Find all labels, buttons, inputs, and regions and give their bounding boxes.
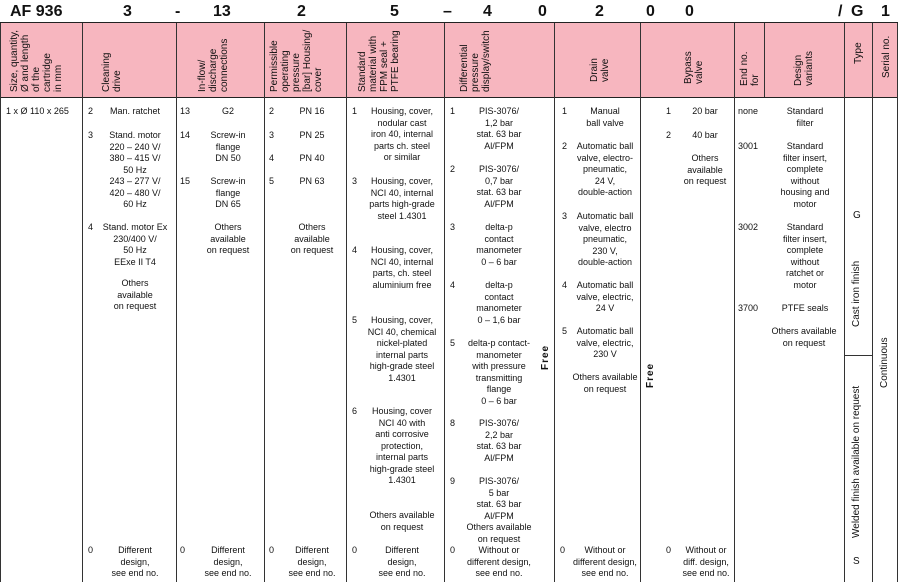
- header-type: Type: [844, 22, 872, 97]
- column-divider: [444, 97, 445, 582]
- code: 9: [450, 476, 456, 486]
- variant-other: Others available on request: [771, 326, 837, 348]
- header-inflow: In-flow/ discharge connections: [176, 22, 264, 97]
- drain-option: Without or different design, see end no.: [573, 545, 637, 578]
- material-option: Housing, cover NCI 40 with anti corrosive protection, internal parts high-grade steel 1.4301: [369, 406, 435, 485]
- code-digit: 0: [685, 3, 694, 20]
- code: 1: [562, 106, 568, 116]
- variant-option: Standard filter insert, complete without ratchet or motor: [782, 222, 827, 290]
- column-divider: [872, 97, 873, 582]
- header-cleaning: Cleaning drive: [82, 22, 176, 97]
- code-slash: /: [838, 3, 843, 20]
- code: 5: [352, 315, 358, 325]
- material-option: Housing, cover, NCI 40, chemical nickel-plated internal parts high-grade steel 1.4301: [367, 315, 437, 383]
- code: 15: [180, 176, 191, 186]
- inflow-option: Screw-in flange DN 65: [210, 176, 246, 209]
- code: 0: [180, 545, 186, 555]
- code-digit: 2: [595, 3, 604, 20]
- size-value: 1 x Ø 110 x 265: [6, 106, 69, 116]
- drain-option: Manual ball valve: [586, 106, 624, 128]
- column-divider: [264, 97, 265, 582]
- pressure-option: Different design, see end no.: [288, 545, 336, 578]
- code-digit: G: [851, 3, 864, 20]
- material-option: Housing, cover, nodular cast iron 40, internal parts ch. steel or similar: [370, 106, 434, 162]
- code: 8: [450, 418, 456, 428]
- pressure-other: Others available on request: [290, 222, 334, 255]
- diff-option: PIS-3076/ 0,7 bar stat. 63 bar Al/FPM: [476, 164, 522, 209]
- cleaning-option: Stand. motor Ex 230/400 V/ 50 Hz EExe II T4: [102, 222, 168, 267]
- code: 5: [450, 338, 456, 348]
- column-divider: [844, 97, 845, 582]
- code: 5: [562, 326, 568, 336]
- code: 1: [666, 106, 672, 116]
- cleaning-other: Others available on request: [113, 278, 157, 311]
- code-digit: 3: [123, 3, 132, 20]
- code: 4: [269, 153, 275, 163]
- inflow-option: G2: [221, 106, 234, 116]
- material-other: Others available on request: [369, 510, 435, 532]
- code-digit: 1: [881, 3, 890, 20]
- variant-option: Standard filter insert, complete without housing and motor: [780, 141, 830, 209]
- code-digit: 0: [646, 3, 655, 20]
- diff-option: delta-p contact manometer 0 – 1,6 bar: [476, 280, 522, 325]
- code: 0: [450, 545, 456, 555]
- material-option: Housing, cover, NCI 40, internal parts high-grade steel 1.4301: [369, 176, 435, 221]
- variant-option: Standard filter: [786, 106, 824, 128]
- code: 2: [88, 106, 94, 116]
- code: 3: [352, 176, 358, 186]
- code-digit: 2: [297, 3, 306, 20]
- column-divider: [640, 97, 641, 582]
- diff-option: PIS-3076/ 1,2 bar stat. 63 bar Al/FPM: [476, 106, 522, 151]
- free-label: Free: [645, 362, 656, 388]
- code: 14: [180, 130, 191, 140]
- pressure-option: PN 25: [299, 130, 325, 140]
- cleaning-option: Different design, see end no.: [111, 545, 159, 578]
- type-divider: [844, 355, 872, 356]
- free-label: Free: [540, 344, 551, 370]
- inflow-other: Others available on request: [206, 222, 250, 255]
- drain-option: Automatic ball valve, electro- pneumatic, 24 V, double-action: [576, 141, 634, 197]
- diff-option: Without or different design, see end no.: [467, 545, 531, 578]
- diff-option: PIS-3076/ 2,2 bar stat. 63 bar Al/FPM: [476, 418, 522, 463]
- bypass-option: 20 bar: [692, 106, 718, 116]
- column-divider: [897, 97, 898, 582]
- code: 3: [562, 211, 568, 221]
- header-diff-pressure: Differential pressure display/switch: [444, 22, 554, 97]
- header-material: Standard material with FPM seal + PTFE bearing: [346, 22, 444, 97]
- diff-option: PIS-3076/ 5 bar stat. 63 bar Al/FPM: [476, 476, 522, 521]
- column-divider: [0, 97, 1, 582]
- type-label-welded: Welded finish available on request: [851, 385, 862, 538]
- code-digit: 4: [483, 3, 492, 20]
- header-bypass: Bypass valve: [640, 22, 734, 97]
- code: 0: [88, 545, 94, 555]
- code: 3: [88, 130, 94, 140]
- order-code-row: [0, 0, 900, 22]
- pressure-option: PN 16: [299, 106, 325, 116]
- code: 0: [666, 545, 672, 555]
- code: 6: [352, 406, 358, 416]
- serial-label: Continuous: [879, 337, 890, 388]
- cleaning-option: Man. ratchet: [109, 106, 161, 116]
- code: 13: [180, 106, 191, 116]
- code: 4: [88, 222, 94, 232]
- code: 0: [560, 545, 566, 555]
- code-separator: -: [175, 3, 181, 20]
- code: 1: [352, 106, 358, 116]
- header-pressure: Permissible operating pressure [bar] Housing/ cover: [264, 22, 346, 97]
- pressure-option: PN 40: [299, 153, 325, 163]
- table-top-rule: [0, 22, 898, 23]
- code: 0: [269, 545, 275, 555]
- header-end-no: End no. for: [734, 22, 764, 97]
- code: 4: [450, 280, 456, 290]
- code: 0: [352, 545, 358, 555]
- column-divider: [346, 97, 347, 582]
- inflow-option: Screw-in flange DN 50: [210, 130, 246, 163]
- column-divider: [554, 97, 555, 582]
- header-size: Size, quantity, Ø and length of the cartridge in mm: [0, 22, 82, 97]
- code: 2: [562, 141, 568, 151]
- code-digit: 13: [213, 3, 231, 20]
- code-separator: –: [443, 3, 452, 20]
- drain-option: Automatic ball valve, electro pneumatic, 230 V, double-action: [576, 211, 634, 267]
- material-option: Different design, see end no.: [378, 545, 426, 578]
- end-no: 3002: [738, 222, 759, 232]
- code-digit: 5: [390, 3, 399, 20]
- header-bottom-rule: [0, 97, 898, 98]
- column-divider: [82, 97, 83, 582]
- code: 1: [450, 106, 456, 116]
- diff-option: delta-p contact manometer 0 – 6 bar: [476, 222, 522, 267]
- end-no: none: [738, 106, 759, 116]
- code: 3: [269, 130, 275, 140]
- bypass-option: Without or diff. design, see end no.: [682, 545, 730, 578]
- drain-other: Others available on request: [572, 372, 638, 394]
- inflow-option: Different design, see end no.: [204, 545, 252, 578]
- model-code: AF 936: [10, 3, 63, 20]
- code: 4: [352, 245, 358, 255]
- type-code-g: G: [853, 210, 861, 221]
- bypass-option: 40 bar: [692, 130, 718, 140]
- code: 2: [450, 164, 456, 174]
- code: 4: [562, 280, 568, 290]
- ordering-table: [0, 22, 898, 582]
- diff-other: Others available on request: [466, 522, 532, 544]
- code: 2: [269, 106, 275, 116]
- end-no: 3001: [738, 141, 759, 151]
- header-variants: Design variants: [764, 22, 844, 97]
- code: 5: [269, 176, 275, 186]
- code: 2: [666, 130, 672, 140]
- pressure-option: PN 63: [299, 176, 325, 186]
- bypass-other: Others available on request: [683, 153, 727, 186]
- diff-option: delta-p contact- manometer with pressure transmitting flange 0 – 6 bar: [467, 338, 531, 406]
- header-serial: Serial no.: [872, 22, 898, 97]
- type-code-s: S: [853, 556, 860, 567]
- cleaning-option: Stand. motor 220 – 240 V/ 380 – 415 V/ 50 Hz 243 – 277 V/ 420 – 480 V/ 60 Hz: [109, 130, 161, 209]
- end-no: 3700: [738, 303, 759, 313]
- column-divider: [176, 97, 177, 582]
- drain-option: Automatic ball valve, electric, 24 V: [576, 280, 634, 313]
- material-option: Housing, cover, NCI 40, internal parts, ch. steel aluminium free: [370, 245, 434, 290]
- type-label-cast: Cast iron finish: [851, 260, 862, 327]
- drain-option: Automatic ball valve, electric, 230 V: [576, 326, 634, 359]
- code-digit: 0: [538, 3, 547, 20]
- variant-option: PTFE seals: [781, 303, 829, 313]
- header-drain: Drain valve: [554, 22, 640, 97]
- code: 3: [450, 222, 456, 232]
